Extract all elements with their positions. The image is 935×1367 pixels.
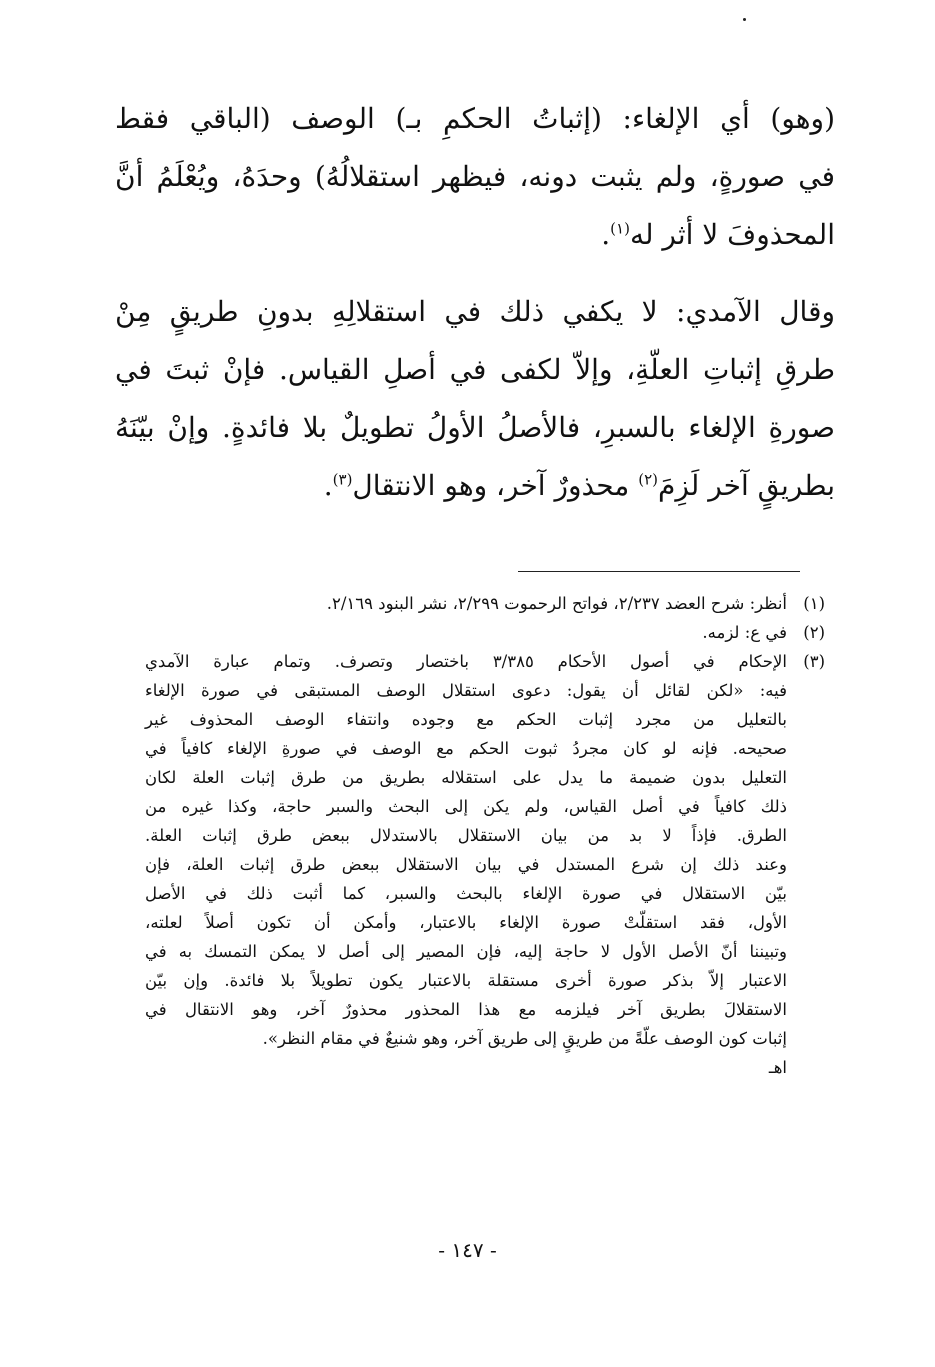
footnote-line: الأول، فقد استقلّتْ صورة الإلغاء بالاعتبار، وأمكن أن تكون أصلاً لعلته، xyxy=(145,913,787,932)
footnote-line: بالتعليل من مجرد إثبات الحكم مع وجوده وانتفاء الوصف المحذوف غير xyxy=(145,710,787,729)
footnote-line: وتبيننا أنّ الأصل الأول لا حاجة إليه، فإن المصير إلى أصل لا يمكن التمسك به في xyxy=(145,942,787,961)
footnote-line: الاستقلالَ بطريق آخر فيلزمه مع هذا المحذور محذورٌ آخر، وهو الانتقال في xyxy=(145,1000,787,1019)
footnotes xyxy=(145,589,825,1082)
footnote-divider xyxy=(518,571,800,572)
footnote-2 xyxy=(145,618,825,647)
footnote-line: ذلك كافياً في أصل القياس، ولم يكن إلى البحث والسبر حاجة، وكذا غيره من xyxy=(145,797,787,816)
main-line: طرقِ إثباتِ العلّةِ، وإلاّ لكفى في أصلِ القياس. فإنْ ثبتَ في xyxy=(115,353,835,386)
footnote-ref-2[interactable]: (٢) xyxy=(638,470,658,489)
footnote-number: (١) xyxy=(803,594,825,613)
main-line: صورةِ الإلغاء بالسبرِ، فالأصلُ الأولُ تطويلٌ بلا فائدةٍ. وإنْ بيّنَهُ xyxy=(115,411,835,444)
footnote-3 xyxy=(145,647,825,1082)
footnote-number: (٣) xyxy=(803,652,825,671)
footnote-line: فيه: «لكن لقائل أن يقول: دعوى استقلال الوصف المستبقى في صورة الإلغاء xyxy=(145,681,787,700)
footnote-text: في ع: لزمه. xyxy=(702,623,787,642)
main-line-period: . xyxy=(323,469,333,502)
ink-speck xyxy=(743,18,746,21)
footnote-ref-3[interactable]: (٣) xyxy=(332,470,353,489)
footnote-line: بيّن الاستقلال في صورة الإلغاء بالبحث والسبر، كما أثبت ذلك في الأصل xyxy=(145,884,787,903)
footnote-line: الطرق. فإذاً لا بد من بيان الاستقلال بالاستدلال ببعض طرق إثبات العلة. xyxy=(145,826,787,845)
main-paragraph-1 xyxy=(115,90,835,264)
page-number: - ١٤٧ - xyxy=(438,1238,497,1262)
footnote-text: أنظر: شرح العضد ٢/٢٣٧، فواتح الرحموت ٢/٢٩٩، نشر البنود ٢/١٦٩. xyxy=(326,594,787,613)
main-line-text: المحذوفَ لا أثر له xyxy=(629,218,835,251)
footnote-line: صحيحه. فإنه لو كان مجردُ ثبوت الحكم مع الوصف في صورةِ الإلغاء كافياً في xyxy=(145,739,787,758)
footnote-ref-1[interactable]: (١) xyxy=(610,219,630,238)
footnote-line: الإحكام في أصول الأحكام ٣/٣٨٥ باختصار وتصرف. وتمام عبارة الآمدي xyxy=(145,652,788,671)
main-line xyxy=(115,206,835,264)
footnote-line: الاعتبار إلاّ بذكر صورة أخرى مستقلة بالاعتبار يكون تطويلاً بلا فائدة. وإن بيّن xyxy=(145,971,787,990)
main-line-text: محذورٌ آخر، وهو الانتقال xyxy=(352,469,639,502)
footnote-1 xyxy=(145,589,825,618)
footnote-line: التعليل بدون ضميمة ما يدل على استقلاله بطريق من طرق إثبات العلة لكان xyxy=(145,768,787,787)
main-line xyxy=(115,457,835,515)
main-line-text: بطريقٍ آخر لَزِمَ xyxy=(657,469,835,502)
footnote-line: إثبات كون الوصف علّةً من طريقٍ إلى طريق آخر، وهو شنيعٌ في مقام النظر». xyxy=(262,1029,787,1048)
footnote-line: وعند ذلك إن شرع المستدل في بيان الاستقلال ببعض طرق إثبات العلة، فإن xyxy=(145,855,787,874)
main-line: (وهو) أي الإلغاء: (إثباتُ الحكمِ بـ) الوصف (الباقي فقط xyxy=(115,102,835,135)
footnote-number: (٢) xyxy=(803,623,825,642)
main-line-period: . xyxy=(601,218,611,251)
main-line: وقال الآمدي: لا يكفي ذلك في استقلالِهِ بدونِ طريقٍ مِنْ xyxy=(115,295,835,328)
main-paragraph-2 xyxy=(115,283,835,515)
footnote-3-body xyxy=(145,647,787,1082)
footnote-line: اهـ xyxy=(768,1058,787,1077)
main-line: في صورةٍ، ولم يثبت دونه، فيظهر استقلالُهُ) وحدَهُ، ويُعْلَمُ أنَّ xyxy=(115,160,835,193)
